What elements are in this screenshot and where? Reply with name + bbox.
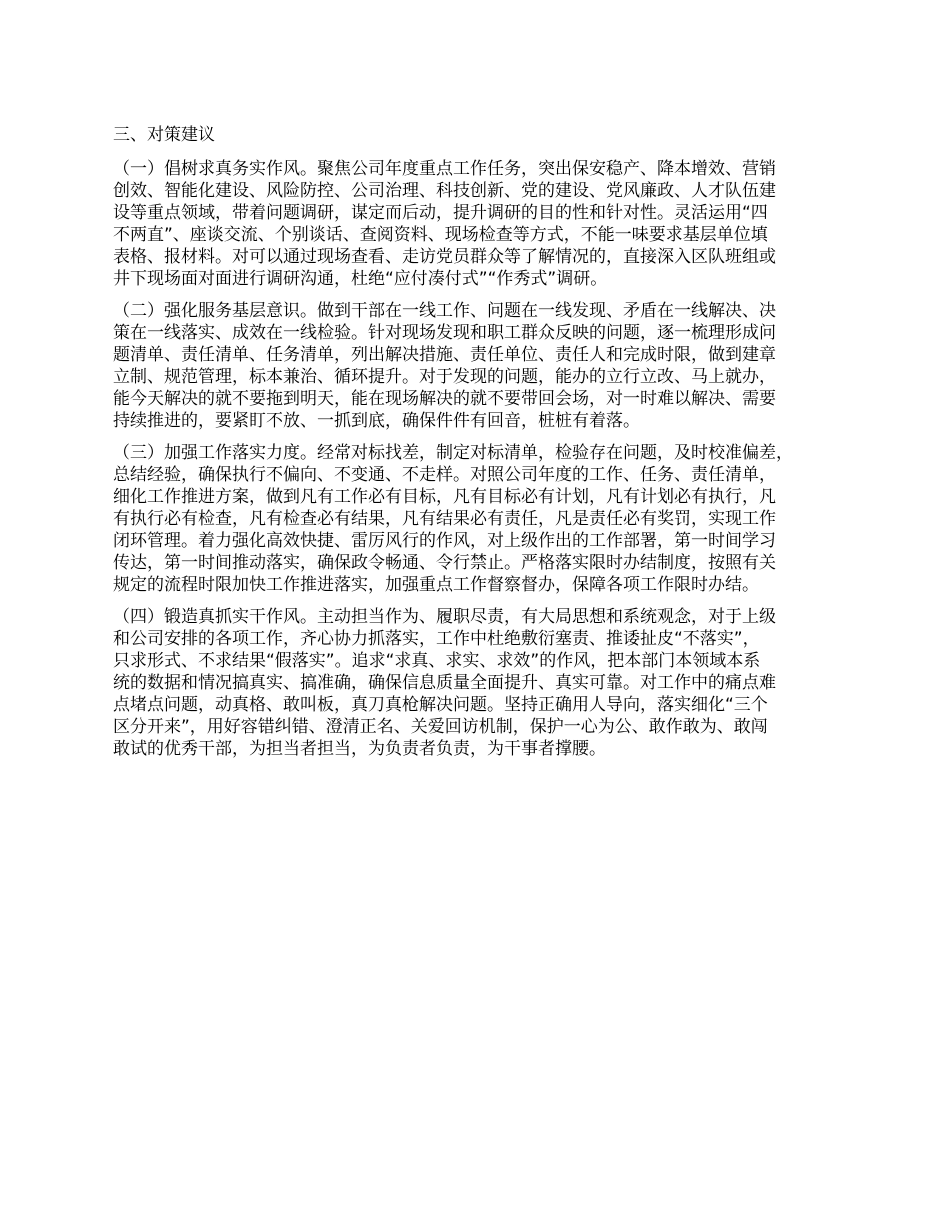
section-heading: 三、对策建议 (113, 125, 215, 145)
paragraph-line: 持续推进的，要紧盯不放、一抓到底，确保件件有回音，桩桩有着落。 (113, 411, 640, 431)
paragraph-2 (113, 300, 863, 432)
paragraph-line: 井下现场面对面进行调研沟通，杜绝“应付凑付式”“作秀式”调研。 (113, 269, 608, 289)
paragraph-line: 点堵点问题，动真格、敢叫板，真刀真枪解决问题。坚持正确用人导向，落实细化“三个 (113, 695, 768, 715)
paragraph-line: 总结经验，确保执行不偏向、不变通、不走样。对照公司年度的工作、任务、责任清单， (113, 465, 776, 485)
paragraph-line: 闭环管理。着力强化高效快捷、雷厉风行的作风，对上级作出的工作部署，第一时间学习 (113, 531, 776, 551)
paragraph-line: （二）强化服务基层意识。做到干部在一线工作、问题在一线发现、矛盾在一线解决、决 (113, 301, 776, 321)
paragraph-line: 和公司安排的各项工作，齐心协力抓落实，工作中杜绝敷衍塞责、推诿扯皮“不落实”， (113, 629, 760, 649)
paragraph-line: 传达，第一时间推动落实，确保政令畅通、令行禁止。严格落实限时办结制度，按照有关 (113, 553, 776, 573)
paragraph-3 (113, 442, 863, 596)
paragraph-line: 规定的流程时限加快工作推进落实，加强重点工作督察督办，保障各项工作限时办结。 (113, 575, 759, 595)
paragraph-line: 立制、规范管理，标本兼治、循环提升。对于发现的问题，能办的立行立改、马上就办， (113, 367, 776, 387)
paragraph-1 (113, 158, 863, 290)
paragraph-line: 设等重点领域，带着问题调研，谋定而后动，提升调研的目的性和针对性。灵活运用“四 (113, 203, 768, 223)
paragraph-line: 不两直”、座谈交流、个别谈话、查阅资料、现场检查等方式，不能一味要求基层单位填 (113, 225, 768, 245)
paragraph-line: （四）锻造真抓实干作风。主动担当作为、履职尽责，有大局思想和系统观念，对于上级 (113, 607, 776, 627)
document-page (113, 124, 863, 770)
paragraph-line: 创效、智能化建设、风险防控、公司治理、科技创新、党的建设、党风廉政、人才队伍建 (113, 181, 776, 201)
paragraph-line: 统的数据和情况搞真实、搞准确，确保信息质量全面提升、真实可靠。对工作中的痛点难 (113, 673, 776, 693)
paragraph-line: 只求形式、不求结果“假落实”。追求“求真、求实、求效”的作风，把本部门本领域本系 (113, 651, 761, 671)
paragraph-line: 敢试的优秀干部，为担当者担当，为负责者负责，为干事者撑腰。 (113, 739, 606, 759)
paragraph-line: 表格、报材料。对可以通过现场查看、走访党员群众等了解情况的，直接深入区队班组或 (113, 247, 776, 267)
paragraph-line: 有执行必有检查，凡有检查必有结果，凡有结果必有责任，凡是责任必有奖罚，实现工作 (113, 509, 776, 529)
paragraph-line: 细化工作推进方案，做到凡有工作必有目标，凡有目标必有计划，凡有计划必有执行，凡 (113, 487, 776, 507)
paragraph-line: （三）加强工作落实力度。经常对标找差，制定对标清单，检验存在问题，及时校准偏差， (113, 443, 793, 463)
paragraph-line: 题清单、责任清单、任务清单，列出解决措施、责任单位、责任人和完成时限，做到建章 (113, 345, 776, 365)
paragraph-line: 区分开来”，用好容错纠错、澄清正名、关爱回访机制，保护一心为公、敢作敢为、敢闯 (113, 717, 768, 737)
paragraph-line: 策在一线落实、成效在一线检验。针对现场发现和职工群众反映的问题，逐一梳理形成问 (113, 323, 776, 343)
paragraph-4 (113, 606, 863, 760)
paragraph-line: 能今天解决的就不要拖到明天，能在现场解决的就不要带回会场，对一时难以解决、需要 (113, 389, 776, 409)
paragraph-line: （一）倡树求真务实作风。聚焦公司年度重点工作任务，突出保安稳产、降本增效、营销 (113, 159, 776, 179)
